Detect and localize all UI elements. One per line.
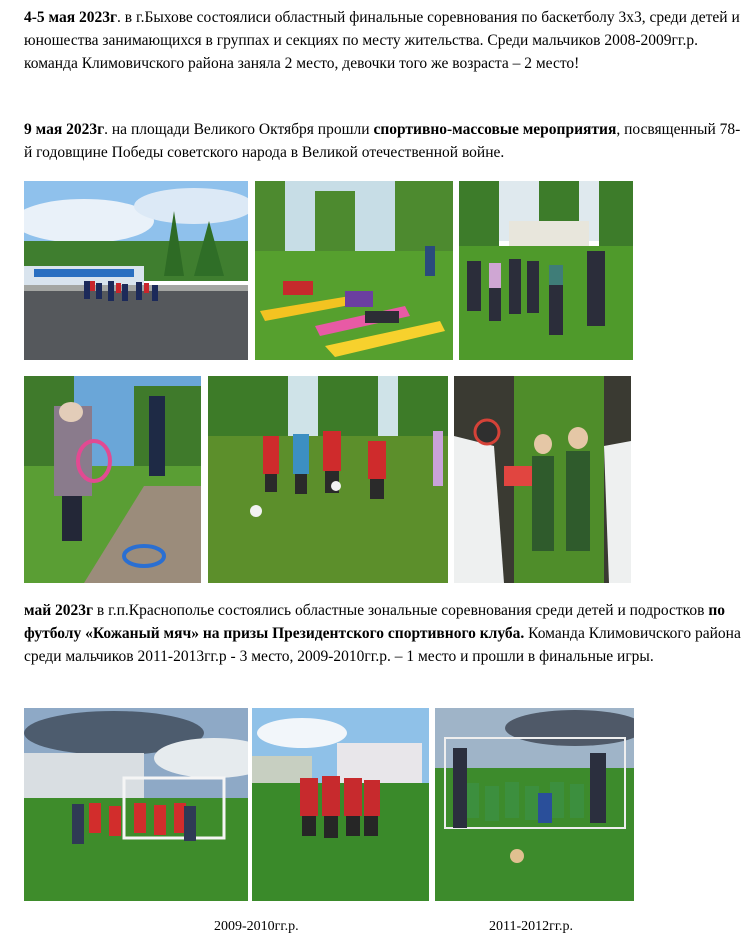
event-victory-day: спортивно-массовые мероприятия — [373, 121, 617, 138]
date-football: май 2023г — [24, 602, 94, 619]
photo-football-kids — [208, 376, 448, 583]
text-basketball: . в г.Быхове состоялиси областный финальные соревнования по баскетболу 3х3, среди детей и юношества занимающихся в группах и секциях по месту жительства. Среди мальчиков 2008-2009гг.р. команда Климовичского района заняла 2 место, девочки того же возраста – 2 место! — [24, 9, 740, 72]
event-football: по футболу «Кожаный мяч» на призы Президентского спортивного клуба. — [24, 602, 726, 642]
photo-hoops-girl — [24, 376, 201, 583]
text-football-2: Команда Климовичского района среди мальчиков 2011-2013гг.р - 3 место, 2009-2010гг.р. – 1 место и прошли в финальные игры. — [24, 625, 741, 665]
paragraph-basketball — [24, 6, 744, 75]
date-basketball: 4-5 мая 2023г — [24, 9, 118, 26]
paragraph-football — [24, 599, 744, 668]
paragraph-victory-day — [24, 118, 744, 164]
text-victory-day-2: , посвященный 78-й годовщине Победы советского народа в Великой отечественной войне. — [24, 121, 741, 161]
caption-2011-2012: 2011-2012гг.р. — [489, 919, 574, 934]
text-football-1: в г.п.Краснополье состоялись областные зональные соревнования среди детей и подростков — [93, 602, 709, 619]
photo-group-park — [459, 181, 633, 360]
photo-team-green — [435, 708, 634, 901]
photo-running-street — [24, 181, 248, 360]
photo-team-goal — [24, 708, 248, 901]
caption-2009-2010: 2009-2010гг.р. — [214, 919, 299, 934]
text-victory-day-1: . на площади Великого Октября прошли — [104, 121, 374, 138]
date-victory-day: 9 мая 2023г — [24, 121, 105, 138]
photo-cadets — [454, 376, 631, 583]
photo-team-huddle — [252, 708, 429, 901]
photo-yoga-mats — [255, 181, 453, 360]
